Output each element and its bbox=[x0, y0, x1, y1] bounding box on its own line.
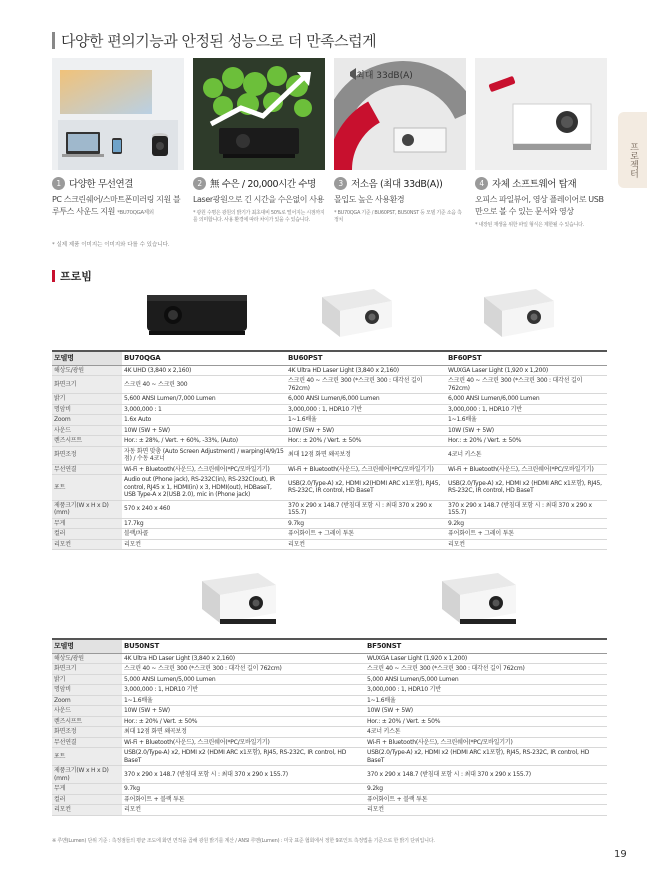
spec-cell: USB(2.0/Type-A) x2, HDMI x2 (HDMI ARC x1포함), RJ45, RS-232C, IR control, HD BaseT bbox=[365, 748, 607, 766]
feature-description bbox=[52, 194, 184, 219]
spec-cell: 3,000,000 : 1, HDR10 기반 bbox=[446, 404, 607, 415]
title-bar bbox=[52, 32, 55, 49]
feature-number: 2 bbox=[193, 177, 206, 190]
row-label: 리모컨 bbox=[52, 539, 122, 550]
feature-low-noise bbox=[334, 58, 466, 229]
table-row bbox=[52, 539, 607, 550]
spec-cell: 9.7kg bbox=[286, 518, 446, 529]
spec-cell: WUXGA Laser Light (1,920 x 1,200) bbox=[365, 653, 607, 664]
spec-table-2 bbox=[52, 638, 607, 816]
feature-list bbox=[52, 58, 607, 229]
software-image bbox=[475, 58, 607, 170]
spec-cell: Hor.: ± 20% / Vert. ± 50% bbox=[446, 436, 607, 447]
feature-description: 오피스 파일뷰어, 영상 플레이어로 USB만으로 볼 수 있는 문서와 영상 bbox=[475, 195, 604, 216]
table-row bbox=[52, 706, 607, 717]
spec-table-1 bbox=[52, 350, 607, 550]
spec-cell: 6,000 ANSI Lumen/6,000 Lumen bbox=[286, 394, 446, 405]
feature-note: * BU70QGA 기준 / BU60PST, BU50NST 등 모델 기준 소음 측정치 bbox=[334, 210, 462, 223]
row-label: 리모컨 bbox=[52, 805, 122, 816]
spec-cell: Wi-Fi + Bluetooth(사운드), 스크린쉐어(*PC/모바일기기) bbox=[286, 464, 446, 475]
spec-cell: WUXGA Laser Light (1,920 x 1,200) bbox=[446, 365, 607, 376]
row-label: 사운드 bbox=[52, 706, 122, 717]
spec-cell: Wi-Fi + Bluetooth(사운드), 스크린쉐어(*PC/모바일기기) bbox=[122, 464, 286, 475]
footnote: ※ 루멘(Lumen) 단위 기준 : 측정점들의 평균 조도에 화면 면적을 곱해 광원 밝기를 계산 / ANSI 루멘(Lumen) : 미국 표준 협회에서 정한 9포인트 측정법을 기준으로 한 밝기 단위입니다. bbox=[52, 838, 435, 844]
spec-cell: 17.7kg bbox=[122, 518, 286, 529]
spec-cell: 3,000,000 : 1, HDR10 기반 bbox=[122, 685, 365, 696]
column-header-model: BF60PST bbox=[446, 351, 607, 365]
spec-cell: 블랙/차콜 bbox=[122, 529, 286, 540]
spec-cell: USB(2.0/Type-A) x2, HDMI x2 (HDMI ARC x1포함), RJ45, RS-232C, IR control, HD BaseT bbox=[122, 748, 365, 766]
feature-title: 無 수은 / 20,000시간 수명 bbox=[210, 179, 316, 190]
spec-cell: USB(2.0/Type-A) x2, HDMI x2 (HDMI ARC x1포함), RJ45, RS-232C, IR control, HD BaseT bbox=[446, 475, 607, 501]
spec-cell: 10W (5W + 5W) bbox=[446, 425, 607, 436]
row-label: 화면조정 bbox=[52, 446, 122, 464]
section-bar bbox=[52, 270, 55, 282]
column-header-model: BU70QGA bbox=[122, 351, 286, 365]
spec-cell: Wi-Fi + Bluetooth(사운드), 스크린쉐어(*PC/모바일기기) bbox=[365, 737, 607, 748]
table-row bbox=[52, 737, 607, 748]
spec-cell: 4K UHD (3,840 x 2,160) bbox=[122, 365, 286, 376]
row-label: 제품크기(W x H x D) (mm) bbox=[52, 500, 122, 518]
feature-desc-text: PC 스크린쉐어/스마트폰미러링 지원 블루투스 사운드 지원 bbox=[52, 195, 181, 216]
row-label: Zoom bbox=[52, 695, 122, 706]
spec-cell: 퓨어화이트 + 그레이 투톤 bbox=[286, 529, 446, 540]
noise-image bbox=[334, 58, 466, 170]
row-label: 컬러 bbox=[52, 794, 122, 805]
feature-heading bbox=[52, 176, 184, 190]
spec-cell: USB(2.0/Type-A) x2, HDMI x2(HDMI ARC x1포함), RJ45, RS-232C, IR control, HD BaseT bbox=[286, 475, 446, 501]
column-header-label: 모델명 bbox=[52, 351, 122, 365]
row-label: 포트 bbox=[52, 475, 122, 501]
row-label: 무선연결 bbox=[52, 737, 122, 748]
column-header-model: BF50NST bbox=[365, 639, 607, 653]
feature-title: 저소음 (최대 33dB(A)) bbox=[351, 179, 443, 190]
spec-cell: 3,000,000 : 1, HDR10 기반 bbox=[286, 404, 446, 415]
spec-cell: 1~1.6배율 bbox=[446, 415, 607, 426]
side-tab[interactable] bbox=[618, 112, 647, 188]
spec-cell: Audio out (Phone jack), RS-232C(in), RS-232C(out), IR control, RJ45 x 1, HDMI(in) x 3, HDMI(out), HDBaseT, USB Type-A x 2(USB 2.0), mic in (Phone jack) bbox=[122, 475, 286, 501]
spec-cell: 리모컨 bbox=[286, 539, 446, 550]
spec-cell: 4코너 키스톤 bbox=[446, 446, 607, 464]
spec-cell: 9.2kg bbox=[446, 518, 607, 529]
table-row bbox=[52, 394, 607, 405]
spec-cell: 스크린 40 ~ 스크린 300 (*스크린 300 : 대각선 길이 762cm) bbox=[365, 664, 607, 675]
spec-cell: 스크린 40 ~ 스크린 300 (*스크린 300 : 대각선 길이 762cm) bbox=[446, 376, 607, 394]
feature-heading bbox=[334, 176, 466, 190]
spec-cell: 5,600 ANSI Lumen/7,000 Lumen bbox=[122, 394, 286, 405]
side-tab-label: 프로젝터 bbox=[628, 142, 638, 178]
spec-cell: 6,000 ANSI Lumen/6,000 Lumen bbox=[446, 394, 607, 405]
spec-cell: 자동 화면 맞춤 (Auto Screen Adjustment) / warping(4/9/15점) / 수동 4코너 bbox=[122, 446, 286, 464]
spec-cell: Hor.: ± 28%, / Vert. + 60%, -33%, (Auto) bbox=[122, 436, 286, 447]
spec-cell: 10W (5W + 5W) bbox=[122, 425, 286, 436]
global-note: * 실제 제품 이미지는 이미지와 다를 수 있습니다. bbox=[52, 242, 170, 248]
noise-level-label: 최대 33dB(A) bbox=[356, 71, 413, 81]
feature-number: 4 bbox=[475, 177, 488, 190]
page-title bbox=[52, 30, 376, 51]
table-row bbox=[52, 805, 607, 816]
table-row bbox=[52, 727, 607, 738]
row-label: 명암비 bbox=[52, 404, 122, 415]
table-row bbox=[52, 518, 607, 529]
product-image-bu60pst bbox=[316, 283, 396, 343]
spec-cell: 리모컨 bbox=[122, 805, 365, 816]
spec-cell: 최대 12점 화면 왜곡보정 bbox=[286, 446, 446, 464]
table-row bbox=[52, 365, 607, 376]
row-label: 무게 bbox=[52, 784, 122, 795]
spec-cell: 10W (5W + 5W) bbox=[122, 706, 365, 717]
table-row bbox=[52, 695, 607, 706]
table-row bbox=[52, 500, 607, 518]
product-image-bf50nst bbox=[436, 567, 522, 631]
spec-cell: Hor.: ± 20% / Vert. ± 50% bbox=[122, 716, 365, 727]
spec-cell: 스크린 40 ~ 스크린 300 bbox=[122, 376, 286, 394]
table-row bbox=[52, 436, 607, 447]
spec-cell: 370 x 290 x 148.7 (받침대 포함 시 : 최대 370 x 290 x 155.7) bbox=[286, 500, 446, 518]
spec-cell: 4코너 키스톤 bbox=[365, 727, 607, 738]
spec-cell: 370 x 290 x 148.7 (받침대 포함 시 : 최대 370 x 290 x 155.7) bbox=[122, 766, 365, 784]
spec-cell: 1~1.6배율 bbox=[122, 695, 365, 706]
page-number: 19 bbox=[614, 849, 627, 860]
spec-cell: 4K Ultra HD Laser Light (3,840 x 2,160) bbox=[286, 365, 446, 376]
table-header-row bbox=[52, 351, 607, 365]
row-label: 해상도/광원 bbox=[52, 653, 122, 664]
spec-cell: 퓨어화이트 + 블랙 투톤 bbox=[365, 794, 607, 805]
table-row bbox=[52, 766, 607, 784]
feature-note: * 광원 수명은 광원의 밝기가 최초대비 50%로 떨어지는 시점까지를 의미합니다. 사용 환경에 따라 차이가 있을 수 있습니다. bbox=[193, 210, 325, 223]
feature-software bbox=[475, 58, 607, 229]
row-label: 렌즈시프트 bbox=[52, 436, 122, 447]
feature-note: * 내장된 재생을 위한 파일 형식은 제한될 수 있습니다. bbox=[475, 222, 584, 228]
row-label: 화면크기 bbox=[52, 664, 122, 675]
feature-description: Laser광원으로 긴 시간을 수은없이 사용 bbox=[193, 195, 324, 204]
spec-cell: 리모컨 bbox=[365, 805, 607, 816]
table-row bbox=[52, 653, 607, 664]
feature-wireless bbox=[52, 58, 184, 229]
spec-cell: 퓨어화이트 + 그레이 투톤 bbox=[446, 529, 607, 540]
table-row bbox=[52, 404, 607, 415]
wireless-image bbox=[52, 58, 184, 170]
section-title-text: 프로빔 bbox=[60, 270, 92, 283]
table-row bbox=[52, 529, 607, 540]
row-label: 화면조정 bbox=[52, 727, 122, 738]
row-label: 밝기 bbox=[52, 674, 122, 685]
spec-cell: 5,000 ANSI Lumen/5,000 Lumen bbox=[365, 674, 607, 685]
spec-cell: 최대 12점 화면 왜곡보정 bbox=[122, 727, 365, 738]
laser-image bbox=[193, 58, 325, 170]
row-label: 사운드 bbox=[52, 425, 122, 436]
spec-cell: 1~1.6배율 bbox=[365, 695, 607, 706]
feature-mercury-free bbox=[193, 58, 325, 229]
table-row bbox=[52, 784, 607, 795]
table-row bbox=[52, 446, 607, 464]
row-label: 명암비 bbox=[52, 685, 122, 696]
spec-cell: 10W (5W + 5W) bbox=[286, 425, 446, 436]
feature-heading bbox=[193, 176, 325, 190]
feature-desc-small: *BU70QGA제외 bbox=[117, 210, 154, 216]
feature-description: 몰입도 높은 사용환경 bbox=[334, 195, 405, 204]
table-row bbox=[52, 475, 607, 501]
column-header-label: 모델명 bbox=[52, 639, 122, 653]
row-label: 컬러 bbox=[52, 529, 122, 540]
spec-cell: 퓨어화이트 + 블랙 투톤 bbox=[122, 794, 365, 805]
feature-title: 자체 소프트웨어 탑재 bbox=[492, 179, 577, 190]
spec-cell: 리모컨 bbox=[446, 539, 607, 550]
spec-cell: Wi-Fi + Bluetooth(사운드), 스크린쉐어(*PC/모바일기기) bbox=[122, 737, 365, 748]
table-row bbox=[52, 685, 607, 696]
spec-cell: 스크린 40 ~ 스크린 300 (*스크린 300 : 대각선 길이 762cm) bbox=[286, 376, 446, 394]
spec-cell: 9.2kg bbox=[365, 784, 607, 795]
table-row bbox=[52, 376, 607, 394]
table-row bbox=[52, 415, 607, 426]
table-row bbox=[52, 716, 607, 727]
row-label: 무게 bbox=[52, 518, 122, 529]
feature-title: 다양한 무선연결 bbox=[69, 179, 134, 190]
table-row bbox=[52, 664, 607, 675]
feature-heading bbox=[475, 176, 607, 190]
page-title-text: 다양한 편의기능과 안정된 성능으로 더 만족스럽게 bbox=[61, 32, 377, 50]
table-row bbox=[52, 748, 607, 766]
product-image-bu70qga bbox=[143, 287, 251, 339]
product-image-bu50nst bbox=[196, 567, 282, 631]
row-label: 해상도/광원 bbox=[52, 365, 122, 376]
spec-cell: 리모컨 bbox=[122, 539, 286, 550]
column-header-model: BU60PST bbox=[286, 351, 446, 365]
spec-cell: 3,000,000 : 1, HDR10 기반 bbox=[365, 685, 607, 696]
table-row bbox=[52, 425, 607, 436]
spec-cell: 1~1.6배율 bbox=[286, 415, 446, 426]
table-row bbox=[52, 674, 607, 685]
spec-cell: 스크린 40 ~ 스크린 300 (*스크린 300 : 대각선 길이 762cm) bbox=[122, 664, 365, 675]
table-row bbox=[52, 464, 607, 475]
row-label: 밝기 bbox=[52, 394, 122, 405]
spec-cell: 570 x 240 x 460 bbox=[122, 500, 286, 518]
spec-cell: Hor.: ± 20% / Vert. ± 50% bbox=[286, 436, 446, 447]
table-header-row bbox=[52, 639, 607, 653]
product-image-bf60pst bbox=[478, 283, 558, 343]
row-label: 포트 bbox=[52, 748, 122, 766]
spec-cell: 370 x 290 x 148.7 (받침대 포함 시 : 최대 370 x 290 x 155.7) bbox=[446, 500, 607, 518]
spec-cell: 4K Ultra HD Laser Light (3,840 x 2,160) bbox=[122, 653, 365, 664]
spec-cell: Hor.: ± 20% / Vert. ± 50% bbox=[365, 716, 607, 727]
row-label: 렌즈시프트 bbox=[52, 716, 122, 727]
table-row bbox=[52, 794, 607, 805]
column-header-model: BU50NST bbox=[122, 639, 365, 653]
feature-number: 3 bbox=[334, 177, 347, 190]
row-label: 제품크기(W x H x D) (mm) bbox=[52, 766, 122, 784]
spec-cell: 370 x 290 x 148.7 (받침대 포함 시 : 최대 370 x 290 x 155.7) bbox=[365, 766, 607, 784]
row-label: Zoom bbox=[52, 415, 122, 426]
spec-cell: 5,000 ANSI Lumen/5,000 Lumen bbox=[122, 674, 365, 685]
spec-cell: Wi-Fi + Bluetooth(사운드), 스크린쉐어(*PC/모바일기기) bbox=[446, 464, 607, 475]
row-label: 화면크기 bbox=[52, 376, 122, 394]
spec-cell: 1.6x Auto bbox=[122, 415, 286, 426]
feature-number: 1 bbox=[52, 177, 65, 190]
spec-cell: 9.7kg bbox=[122, 784, 365, 795]
spec-cell: 10W (5W + 5W) bbox=[365, 706, 607, 717]
spec-cell: 3,000,000 : 1 bbox=[122, 404, 286, 415]
section-title bbox=[52, 268, 92, 284]
row-label: 무선연결 bbox=[52, 464, 122, 475]
